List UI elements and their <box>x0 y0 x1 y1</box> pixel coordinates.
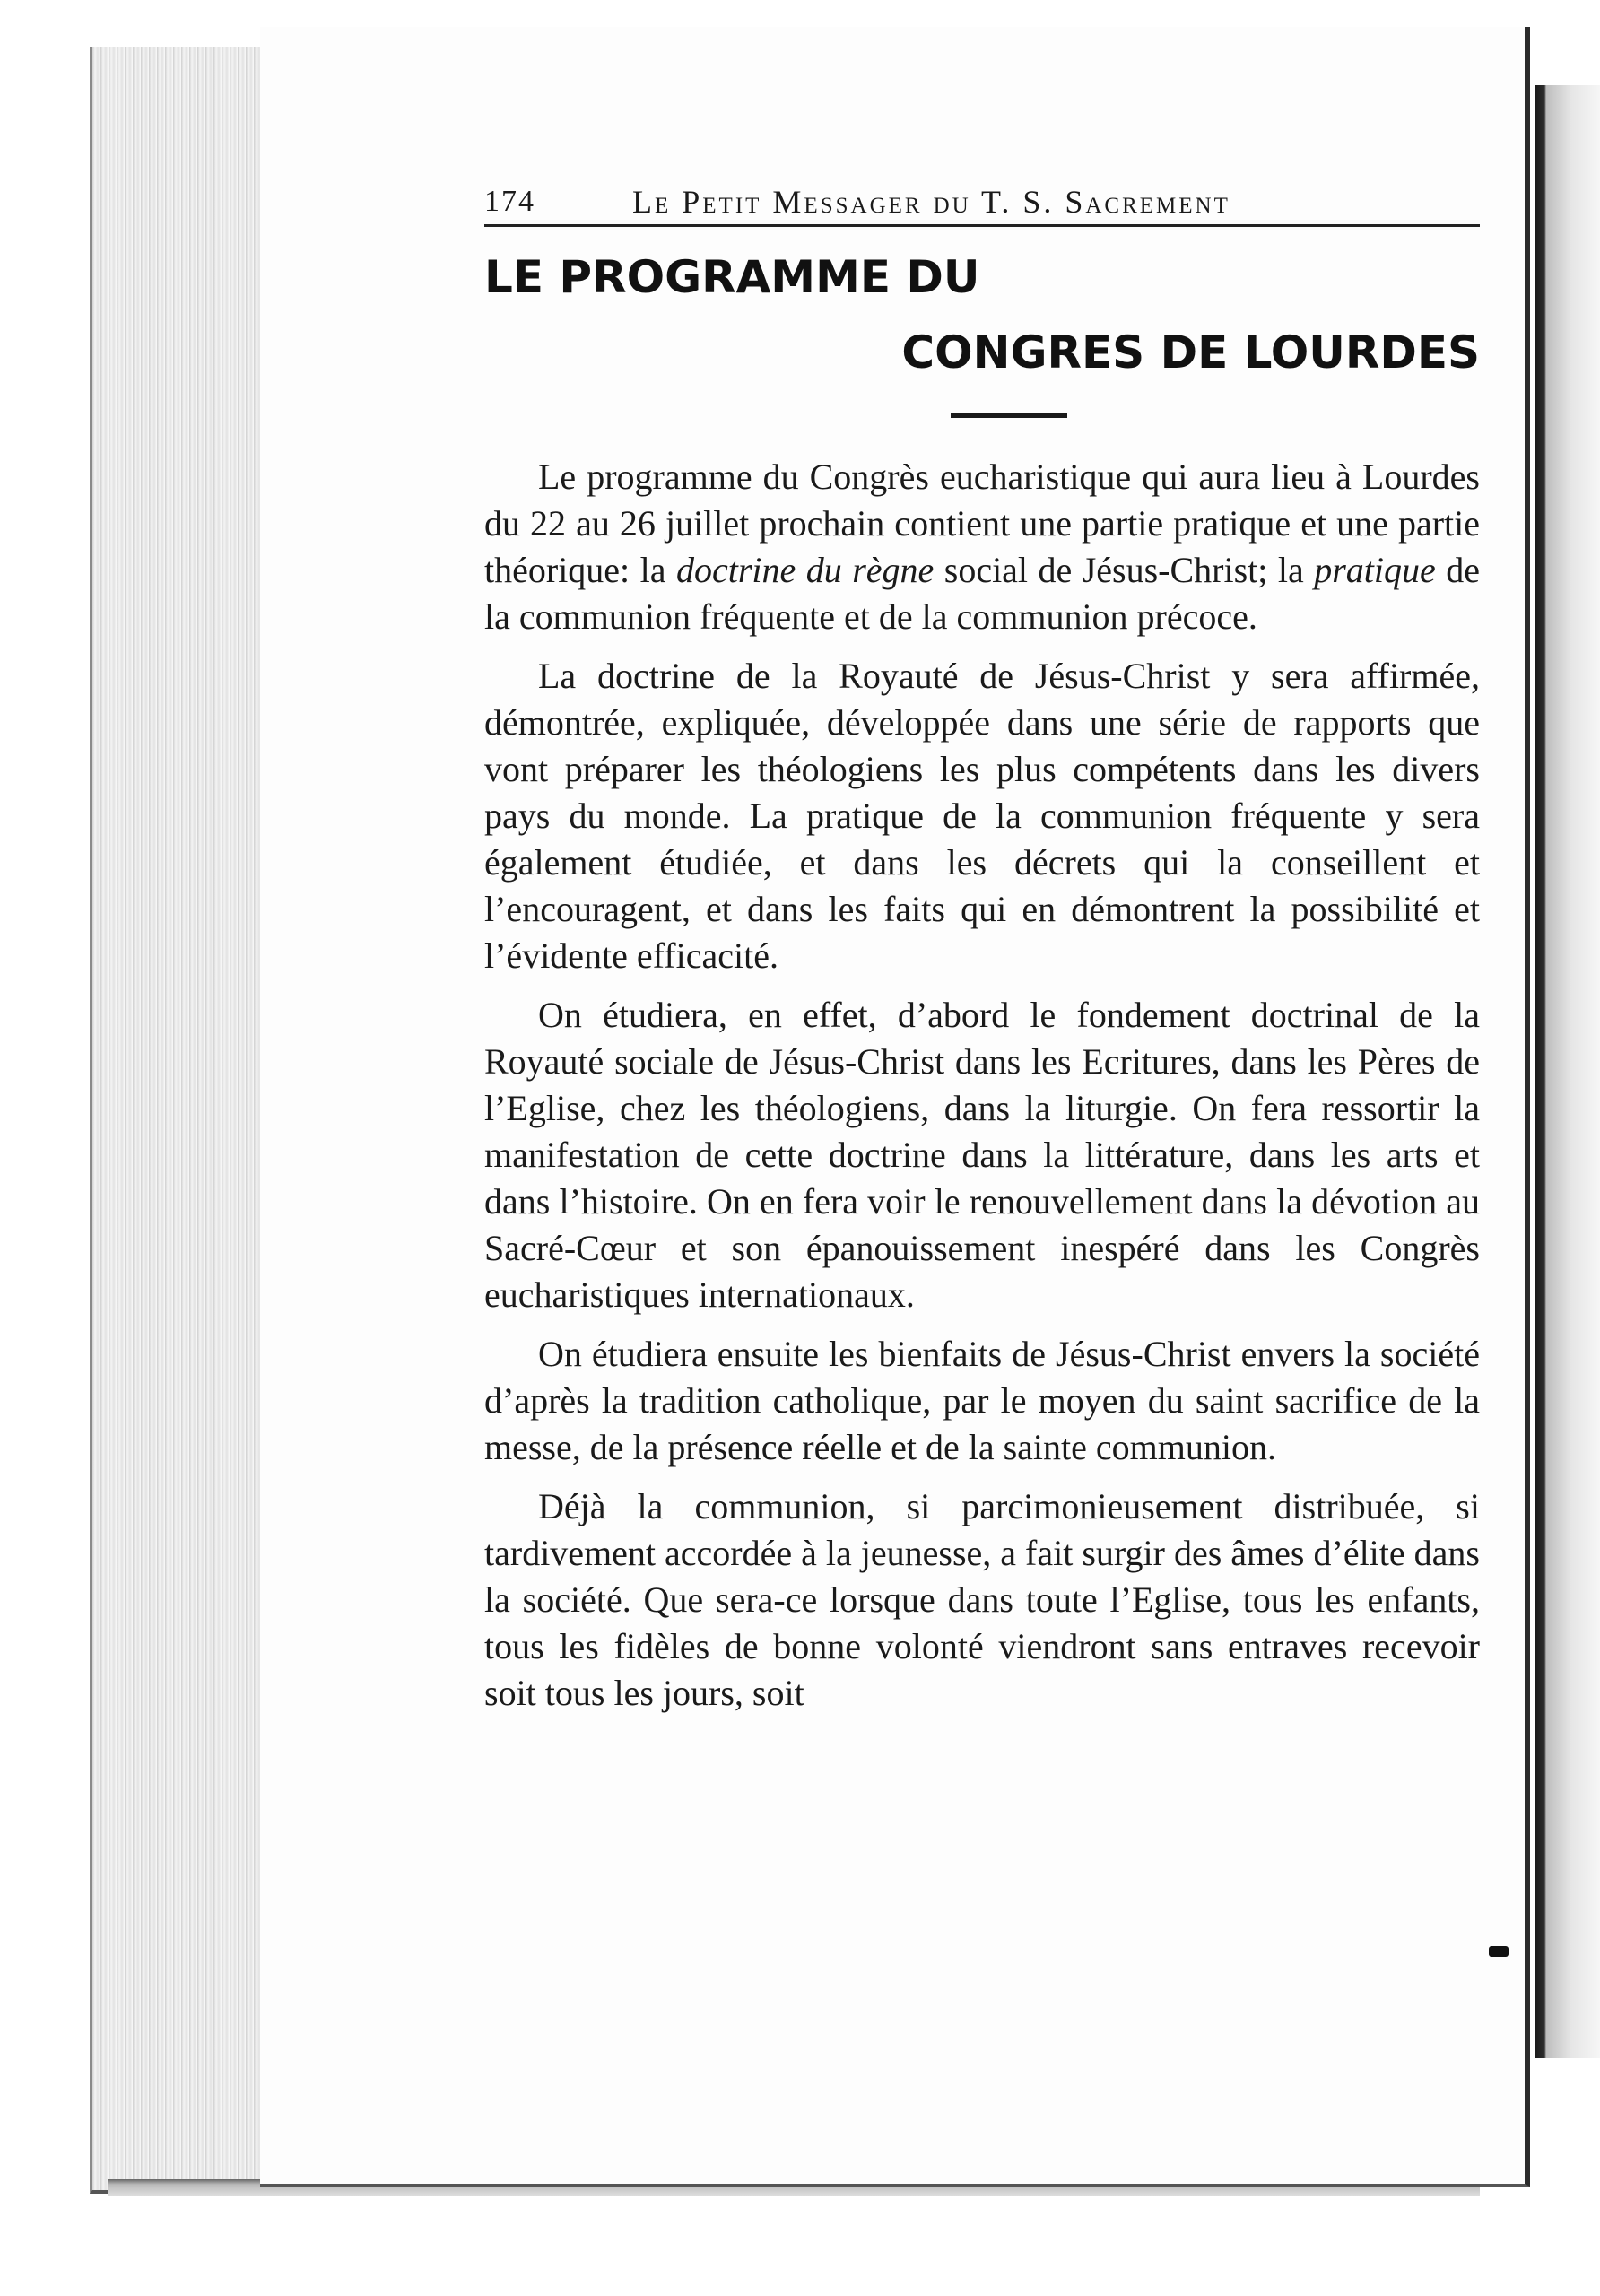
paragraph-1-text-a: Le programme du Congrès eucharistique qui aura lieu à Lourdes du 22 au 26 juillet prochain contient une partie pratique et une partie théorique: la <box>484 457 1480 590</box>
paragraph-1-text-c: social de Jésus-Christ; la <box>934 550 1315 590</box>
running-title: Le Petit Messager du T. S. Sacrement <box>632 184 1230 220</box>
paragraph-3: On étudiera, en effet, d’abord le fondement doctrinal de la Royauté sociale de Jésus-Christ dans les Ecritures, dans les Pères de l’Eglise, chez les théologiens, dans la liturgie. On fera ressortir la manifestation de cette doctrine dans la littérature, dans les arts et dans l’histoire. On en fera voir le renouvellement dans la dévotion au Sacré-Cœur et son épanouissement inespéré dans les Congrès eucharistiques internationaux. <box>484 995 1480 1315</box>
page-content <box>484 170 1480 1729</box>
paragraph-1-text-e: de la communion fréquente et de la communion précoce. <box>484 550 1480 637</box>
paragraph-1-italic-pratique: pratique <box>1314 550 1436 590</box>
article-title <box>484 239 1480 390</box>
paragraph-1 <box>484 454 1480 640</box>
page-number: 174 <box>484 185 535 218</box>
facing-page-edge <box>1535 85 1600 2058</box>
paragraph-5: Déjà la communion, si parcimonieusement distribuée, si tardivement accordée à la jeunesse, a fait surgir des âmes d’élite dans la société. Que sera-ce lorsque dans toute l’Eglise, tous les enfants, tous les fidèles de bonne volonté viendront sans entraves recevoir soit tous les jours, soit <box>484 1486 1480 1713</box>
paragraph-4: On étudiera ensuite les bienfaits de Jésus-Christ envers la société d’après la tradition catholique, par le moyen du saint sacrifice de la messe, de la présence réelle et de la sainte communion. <box>484 1334 1480 1467</box>
article-title-line2: CONGRES DE LOURDES <box>901 326 1480 378</box>
paragraph-2: La doctrine de la Royauté de Jésus-Christ y sera affirmée, démontrée, expliquée, développée dans une série de rapports que vont préparer les théologiens les plus compétents dans les divers pays du monde. La pratique de la communion fréquente y sera également étudiée, et dans les décrets qui la conseillent et l’encouragent, et dans les faits qui en démontrent la possibilité et l’évidente efficacité. <box>484 656 1480 976</box>
page-clip-mark <box>1489 1946 1509 1957</box>
book-page-edges <box>90 47 281 2194</box>
article-title-line1: LE PROGRAMME DU <box>484 251 980 303</box>
title-divider <box>951 413 1067 418</box>
paragraph-1-italic-doctrine: doctrine du règne <box>675 550 935 590</box>
running-header <box>484 170 1480 227</box>
